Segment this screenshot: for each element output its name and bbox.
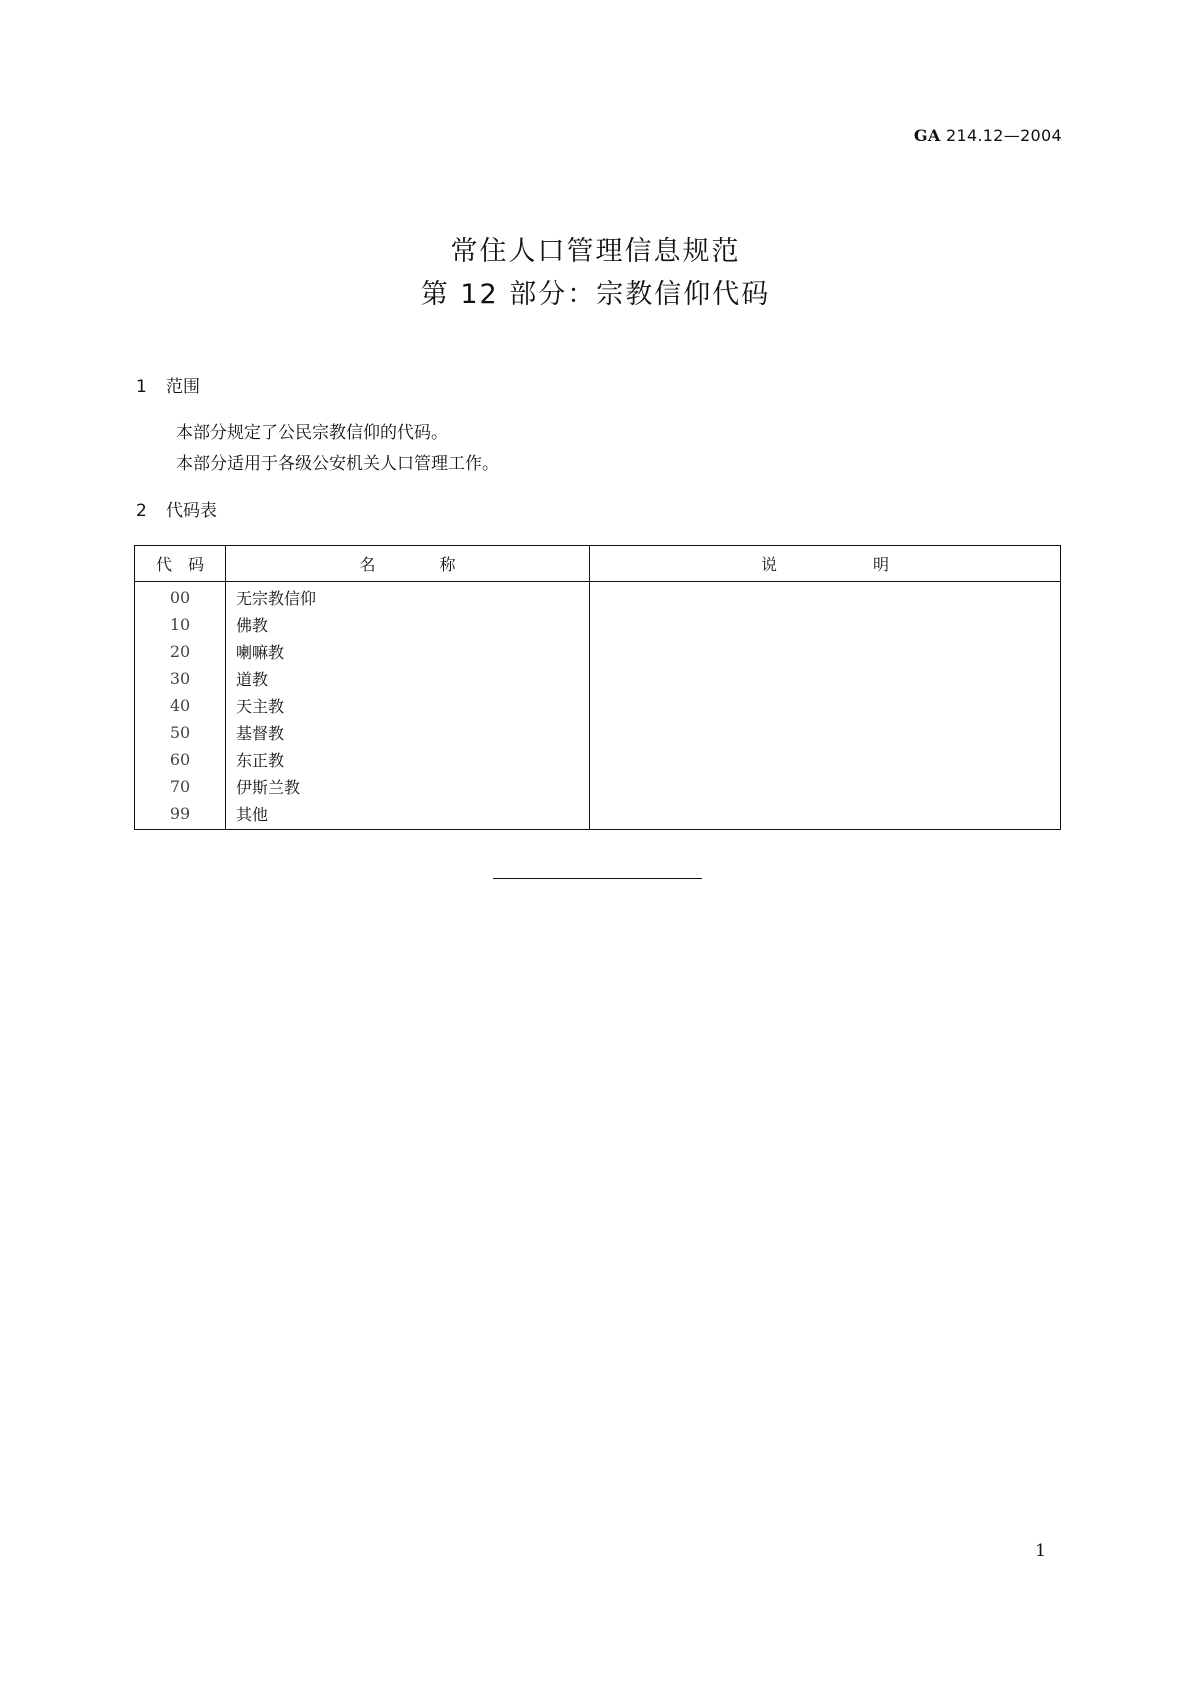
name-cell: 基督教 — [226, 719, 590, 746]
name-cell: 喇嘛教 — [226, 638, 590, 665]
table-row — [135, 611, 1061, 638]
table-row — [135, 692, 1061, 719]
table-row — [135, 773, 1061, 800]
description-cell — [590, 665, 1061, 692]
code-cell: 99 — [135, 800, 226, 830]
description-cell — [590, 582, 1061, 612]
standard-number: 214.12—2004 — [945, 126, 1062, 145]
name-cell: 佛教 — [226, 611, 590, 638]
header-description: 说 明 — [590, 546, 1061, 582]
document-title: 常住人口管理信息规范 — [450, 236, 741, 267]
table-row — [135, 638, 1061, 665]
description-cell — [590, 800, 1061, 830]
section-number: 2 — [136, 501, 147, 521]
table-row — [135, 582, 1061, 612]
name-cell: 道教 — [226, 665, 590, 692]
code-cell: 50 — [135, 719, 226, 746]
section-title: 范围 — [166, 377, 200, 397]
standard-prefix: GA — [913, 126, 941, 145]
name-cell: 东正教 — [226, 746, 590, 773]
code-cell: 00 — [135, 582, 226, 612]
description-cell — [590, 773, 1061, 800]
description-cell — [590, 611, 1061, 638]
scope-paragraph-1: 本部分规定了公民宗教信仰的代码。 — [176, 423, 448, 443]
name-cell: 伊斯兰教 — [226, 773, 590, 800]
scope-paragraph-2: 本部分适用于各级公安机关人口管理工作。 — [176, 454, 499, 474]
table-row — [135, 719, 1061, 746]
header-name: 名 称 — [226, 546, 590, 582]
code-cell: 20 — [135, 638, 226, 665]
name-cell: 无宗教信仰 — [226, 582, 590, 612]
code-table — [134, 545, 1061, 830]
document-subtitle: 第 12 部分：宗教信仰代码 — [420, 279, 771, 310]
description-cell — [590, 719, 1061, 746]
code-cell: 10 — [135, 611, 226, 638]
end-of-document-rule — [493, 878, 702, 879]
section-title: 代码表 — [166, 501, 217, 521]
section-heading-scope — [136, 372, 200, 397]
standard-code — [914, 126, 1062, 145]
page-number: 1 — [1035, 1541, 1046, 1561]
section-number: 1 — [136, 377, 147, 397]
code-cell: 30 — [135, 665, 226, 692]
description-cell — [590, 746, 1061, 773]
code-cell: 70 — [135, 773, 226, 800]
name-cell: 天主教 — [226, 692, 590, 719]
code-cell: 60 — [135, 746, 226, 773]
table-row — [135, 800, 1061, 830]
table-row — [135, 746, 1061, 773]
header-code: 代 码 — [135, 546, 226, 582]
table-header-row — [135, 546, 1061, 582]
description-cell — [590, 638, 1061, 665]
name-cell: 其他 — [226, 800, 590, 830]
description-cell — [590, 692, 1061, 719]
code-cell: 40 — [135, 692, 226, 719]
section-heading-code-table — [136, 496, 217, 521]
table-row — [135, 665, 1061, 692]
